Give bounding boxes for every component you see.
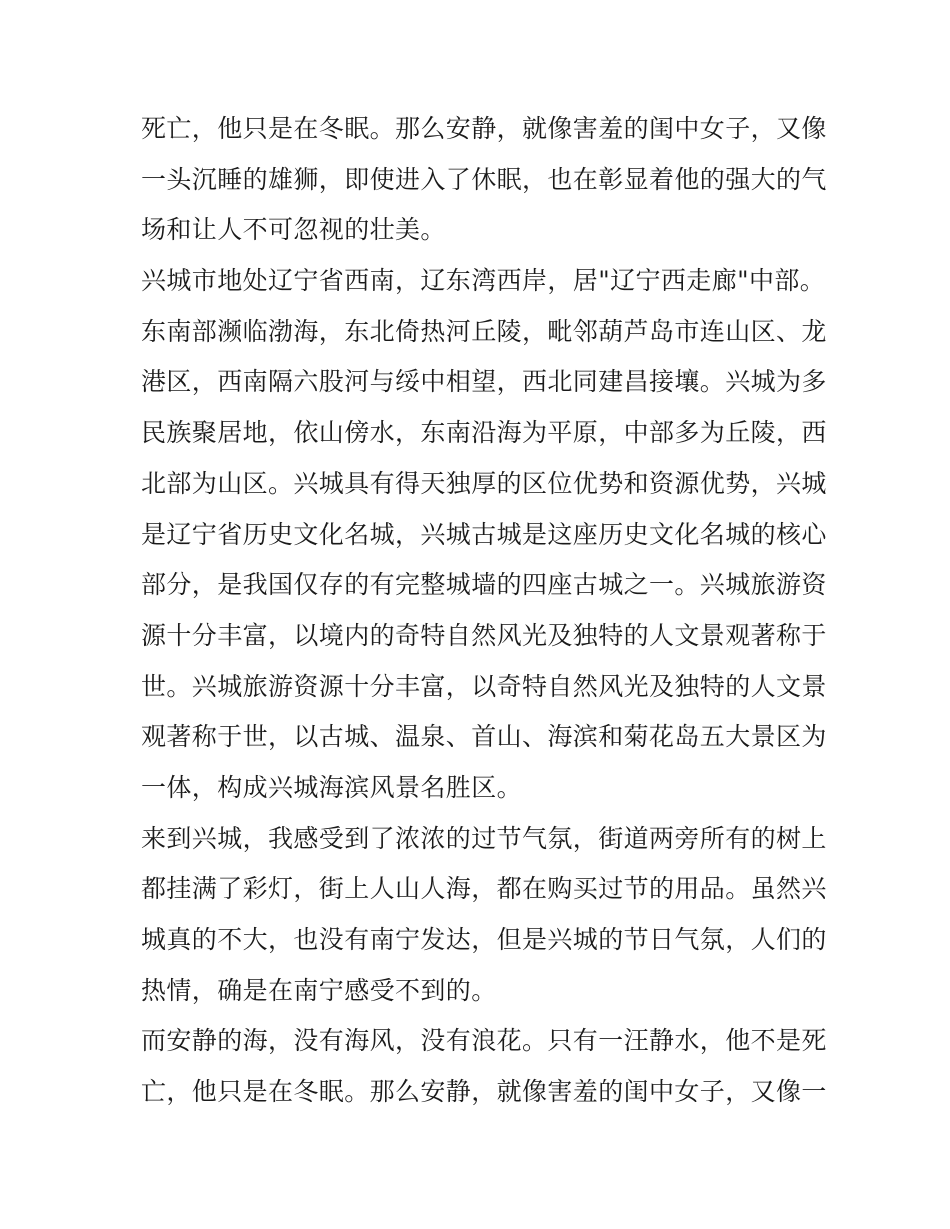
text-line: 观著称于世，以古城、温泉、首山、海滨和菊花岛五大景区为 <box>141 722 827 752</box>
text-line: 场和让人不可忽视的壮美。 <box>141 215 446 245</box>
text-line: 东南部濒临渤海，东北倚热河丘陵，毗邻葫芦岛市连山区、龙 <box>141 316 827 346</box>
text-line: 兴城市地处辽宁省西南，辽东湾西岸，居"辽宁西走廊"中部。 <box>141 266 826 296</box>
text-line: 港区，西南隔六股河与绥中相望，西北同建昌接壤。兴城为多 <box>141 367 827 397</box>
text-line: 热情，确是在南宁感受不到的。 <box>141 975 497 1005</box>
text-line: 是辽宁省历史文化名城，兴城古城是这座历史文化名城的核心 <box>141 519 827 549</box>
text-line: 来到兴城，我感受到了浓浓的过节气氛，街道两旁所有的树上 <box>141 823 827 853</box>
text-line: 北部为山区。兴城具有得天独厚的区位优势和资源优势，兴城 <box>141 468 827 498</box>
text-line: 世。兴城旅游资源十分丰富，以奇特自然风光及独特的人文景 <box>141 671 827 701</box>
text-line: 一体，构成兴城海滨风景名胜区。 <box>141 772 523 802</box>
text-line: 亡，他只是在冬眠。那么安静，就像害羞的闺中女子，又像一 <box>141 1077 827 1107</box>
text-line: 源十分丰富，以境内的奇特自然风光及独特的人文景观著称于 <box>141 620 827 650</box>
text-line: 一头沉睡的雄狮，即使进入了休眠，也在彰显着他的强大的气 <box>141 164 827 194</box>
body-text <box>141 104 827 1118</box>
text-line: 死亡，他只是在冬眠。那么安静，就像害羞的闺中女子，又像 <box>141 114 827 143</box>
text-line: 城真的不大，也没有南宁发达，但是兴城的节日气氛，人们的 <box>141 925 827 954</box>
text-line: 而安静的海，没有海风，没有浪花。只有一汪静水，他不是死 <box>141 1026 827 1056</box>
text-line: 民族聚居地，依山傍水，东南沿海为平原，中部多为丘陵，西 <box>141 418 827 448</box>
text-line: 部分，是我国仅存的有完整城墙的四座古城之一。兴城旅游资 <box>141 570 827 600</box>
text-line: 都挂满了彩灯，街上人山人海，都在购买过节的用品。虽然兴 <box>141 874 827 904</box>
